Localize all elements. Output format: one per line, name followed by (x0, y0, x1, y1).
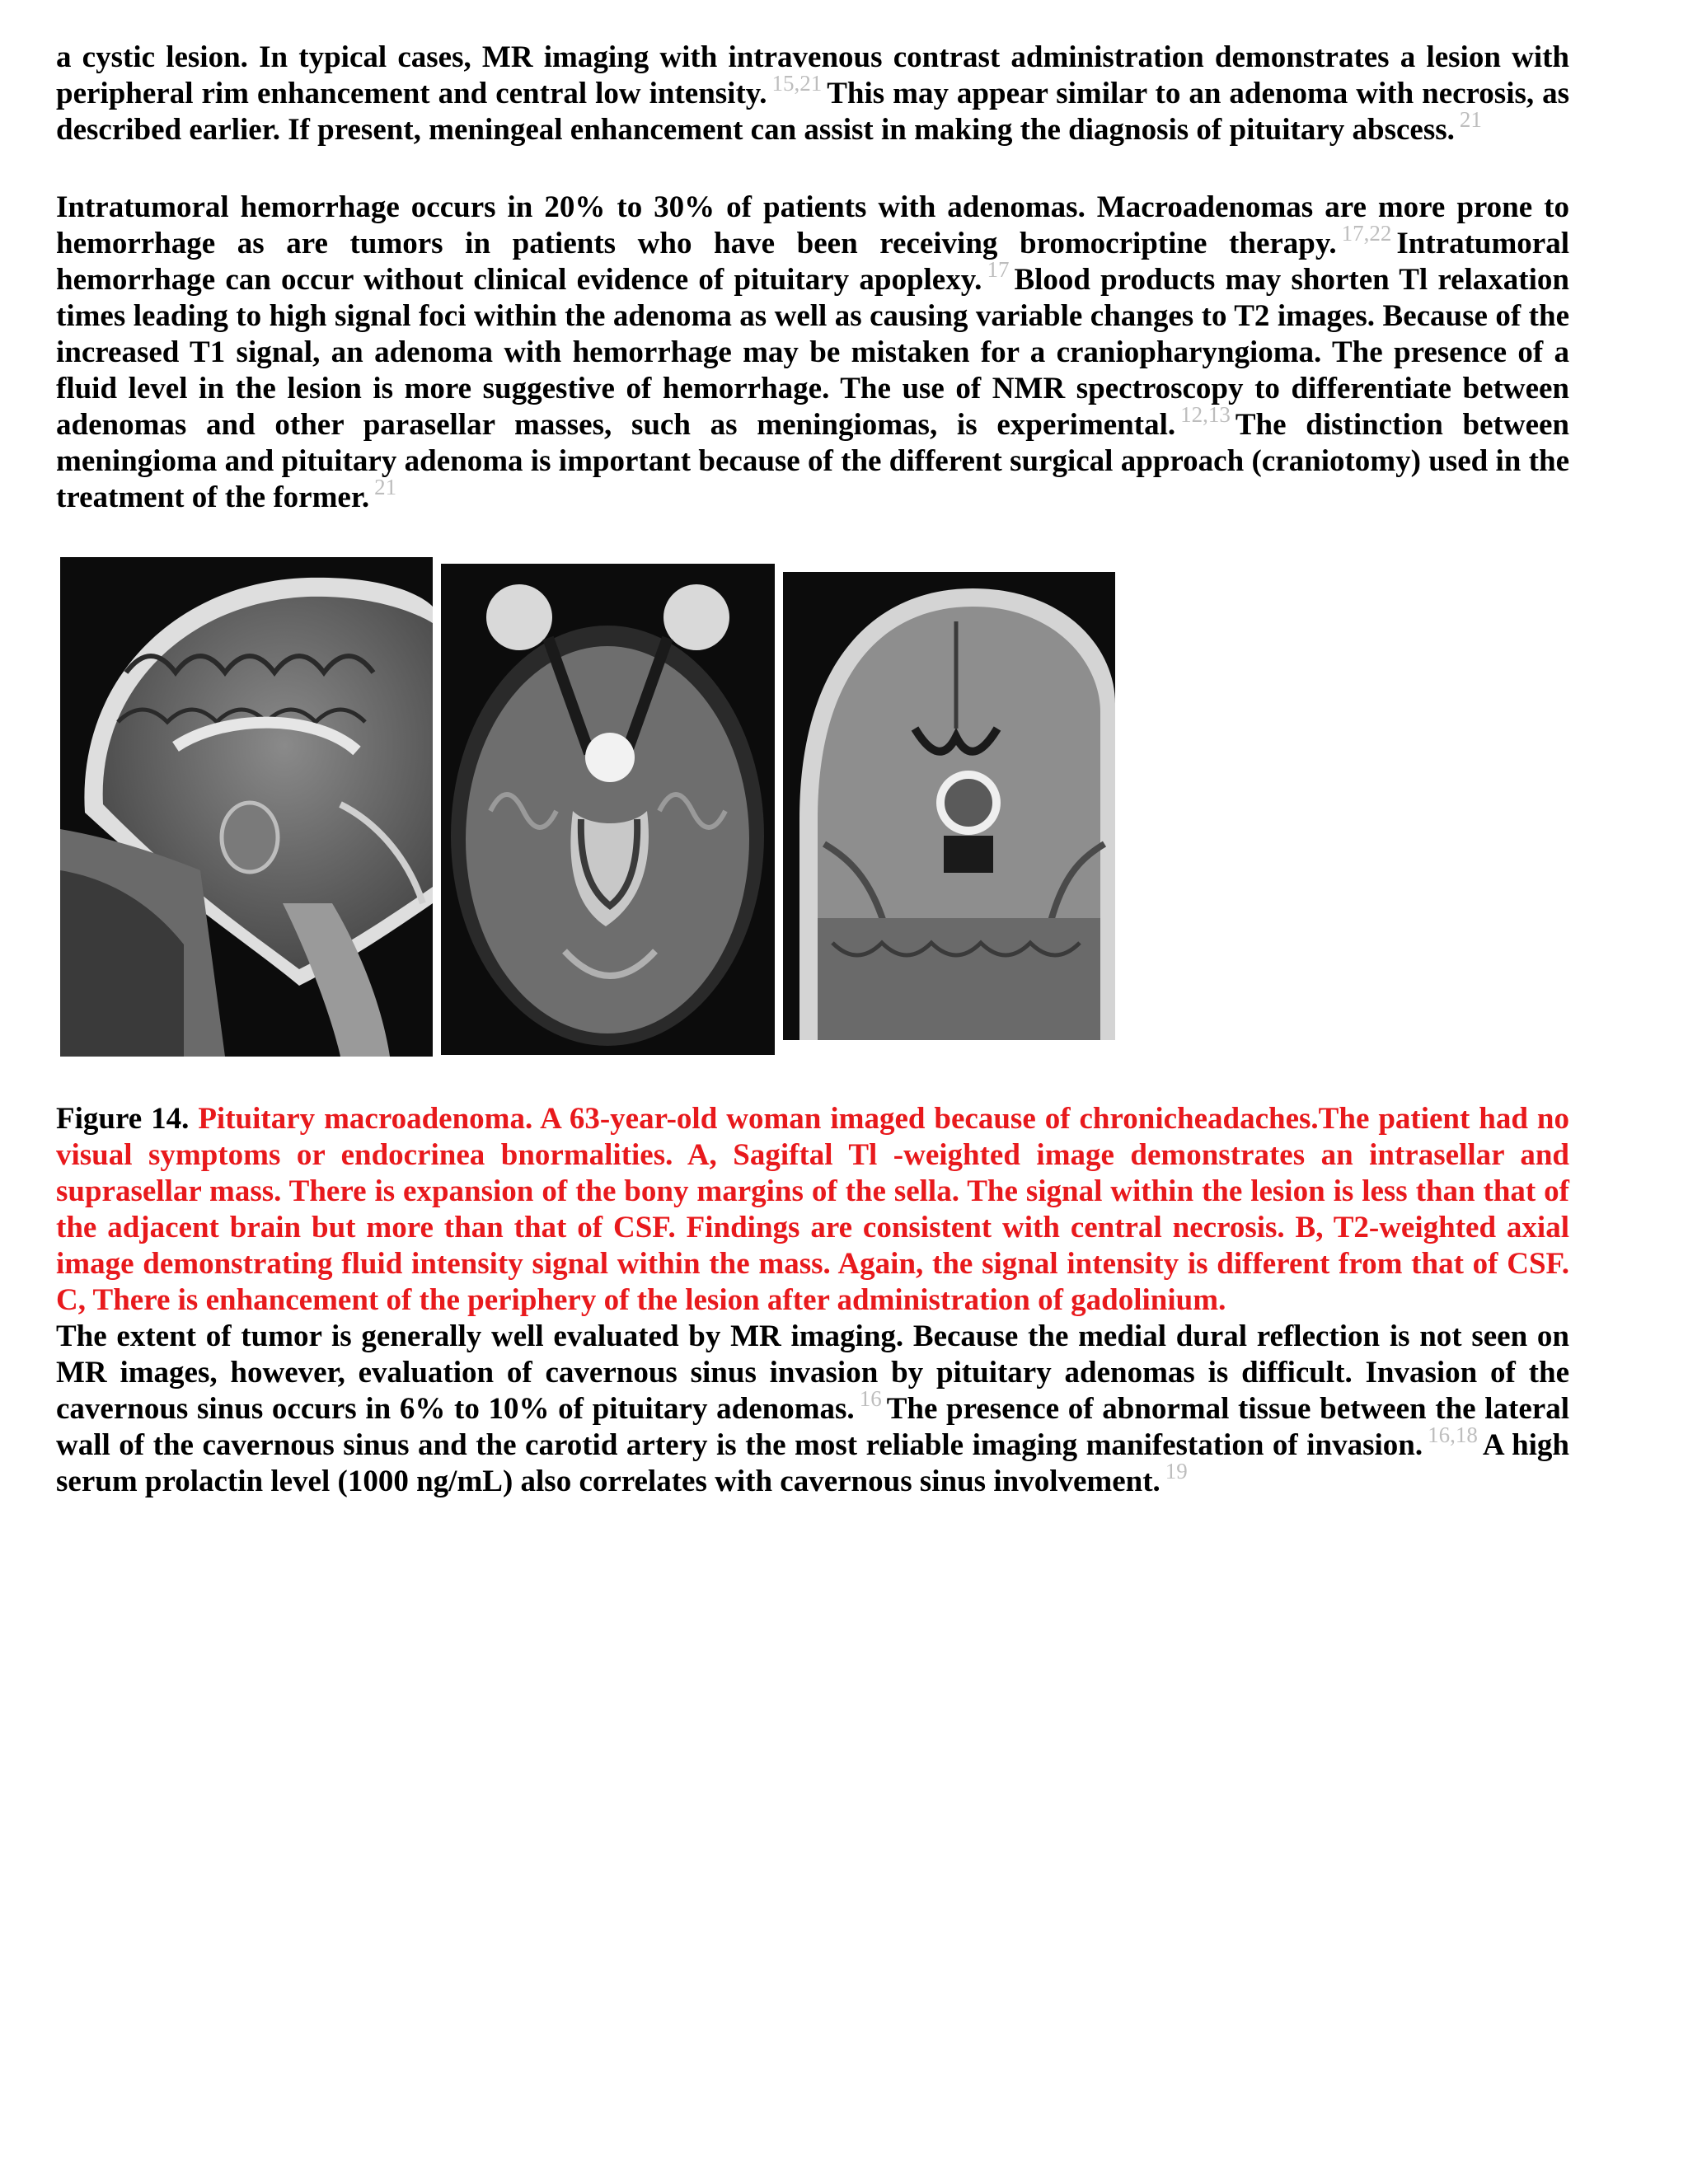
reference-citation: 16 (859, 1386, 882, 1412)
mri-sagittal-t1-image (60, 557, 433, 1057)
paragraph-text: Intratumoral hemorrhage occurs in 20% to 30% of patients with adenomas. Macroadenomas are more prone to hemorrhage as are tumors in patients who have been receiving bromocriptine therapy. (56, 190, 1569, 260)
paragraph-cystic-lesion (56, 40, 1569, 148)
reference-citation: 16,18 (1428, 1422, 1478, 1448)
reference-citation: 17 (987, 257, 1010, 283)
paragraph-cavernous-sinus (56, 1319, 1569, 1500)
mri-axial-t2-image (441, 564, 775, 1055)
paragraph-text: Intratumoral hemorrhage can occur without clinical evidence of pituitary apoplexy. (56, 227, 1569, 297)
figure-caption-text: Pituitary macroadenoma. A 63-year-old woman imaged because of chronicheadaches.The patient had no visual symptoms or endocrinea bnormalities. A, Sagiftal Tl -weighted image demonstrates an intrasellar and suprasellar mass. There is expansion of the bony margins of the sella. The signal within the lesion is less than that of the adjacent brain but more than that of CSF. Findings are consistent with central necrosis. B, T2-weighted axial image demonstrating fluid intensity signal within the mass. Again, the signal intensity is different from that of CSF. C, There is enhancement of the periphery of the lesion after administration of gadolinium. (56, 1102, 1569, 1317)
figure-14-images (56, 557, 1569, 1101)
paragraph-text: Blood products may shorten Tl relaxation times leading to high signal foci within the adenoma as well as causing variable changes to T2 images. Because of the increased T1 signal, an adenoma with hemorrhage may be mistaken for a craniopharyngioma. The presence of a fluid level in the lesion is more suggestive of hemorrhage. The use of NMR spectroscopy to differentiate between adenomas and other parasellar masses, such as meningiomas, is experimental. (56, 263, 1569, 442)
paragraph-text: The presence of abnormal tissue between the lateral wall of the cavernous sinus and the carotid artery is the most reliable imaging manifestation of invasion. (56, 1392, 1569, 1462)
reference-citation: 17,22 (1341, 221, 1392, 246)
figure-label: Figure 14. (56, 1102, 190, 1136)
mri-coronal-contrast-image (783, 572, 1115, 1040)
reference-citation: 15,21 (771, 71, 823, 96)
paragraph-text: a cystic lesion. In typical cases, MR imaging with intravenous contrast administration demonstrates a lesion with peripheral rim enhancement and central low intensity. (56, 40, 1569, 110)
paragraph-text: The distinction between meningioma and pituitary adenoma is important because of the different surgical approach (craniotomy) used in the treatment of the former. (56, 408, 1569, 514)
paragraph-hemorrhage (56, 190, 1569, 516)
paragraph-text: The extent of tumor is generally well evaluated by MR imaging. Because the medial dural reflection is not seen on MR images, however, evaluation of cavernous sinus invasion by pituitary adenomas is difficult. Invasion of the cavernous sinus occurs in 6% to 10% of pituitary adenomas. (56, 1319, 1569, 1426)
figure-caption (56, 1101, 1569, 1319)
paragraph-text: A high serum prolactin level (1000 ng/mL) also correlates with cavernous sinus involvement. (56, 1428, 1570, 1498)
page-content (56, 40, 1569, 1500)
reference-citation: 19 (1165, 1459, 1188, 1484)
paragraph-text: This may appear similar to an adenoma with necrosis, as described earlier. If present, meningeal enhancement can assist in making the diagnosis of pituitary abscess. (56, 77, 1569, 147)
reference-citation: 12,13 (1180, 402, 1231, 428)
reference-citation: 21 (374, 475, 397, 500)
reference-citation: 21 (1459, 107, 1482, 133)
